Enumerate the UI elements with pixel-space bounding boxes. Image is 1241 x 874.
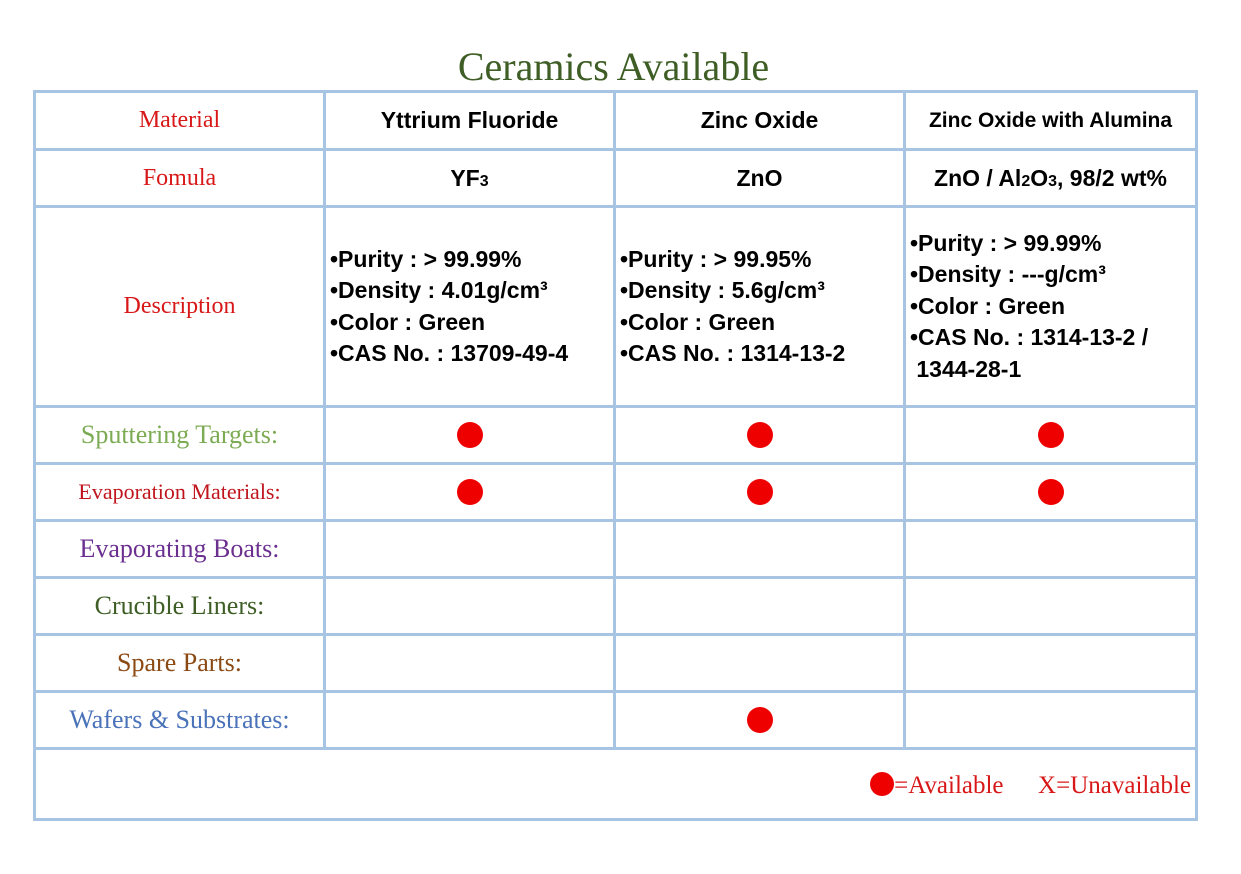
legend-unavailable-label: =Unavailable <box>1056 772 1191 799</box>
available-dot-icon <box>1038 479 1064 505</box>
description-line: 1344-28-1 <box>910 355 1022 382</box>
evaporation-materials-row <box>35 464 1197 521</box>
formula-subscript: 3 <box>1048 172 1058 190</box>
row-label-spare-parts: Spare Parts: <box>35 635 325 692</box>
row-label-evaporating-boats: Evaporating Boats: <box>35 521 325 578</box>
page-title: Ceramics Available <box>457 44 770 89</box>
formula-text: ZnO / Al <box>934 164 1022 191</box>
legend-available-label: =Available <box>894 772 1004 799</box>
description-line: •Purity : > 99.95% <box>620 245 812 272</box>
availability-cell <box>905 464 1197 521</box>
availability-cell <box>325 692 615 749</box>
legend <box>35 749 1197 820</box>
formula-text: O <box>1030 164 1049 191</box>
row-label-material: Material <box>35 92 325 150</box>
unavailable-x-icon: X <box>1038 772 1057 799</box>
availability-cell <box>905 521 1197 578</box>
available-dot-icon <box>747 707 773 733</box>
availability-cell <box>905 635 1197 692</box>
evaporating-boats-row <box>35 521 1197 578</box>
material-name: Zinc Oxide <box>615 92 905 150</box>
row-label-sputtering-targets: Sputtering Targets: <box>35 407 325 464</box>
available-dot-icon <box>457 479 483 505</box>
availability-cell <box>905 692 1197 749</box>
description-line: •Density : 5.6g/cm³ <box>620 277 825 303</box>
availability-cell <box>905 407 1197 464</box>
availability-cell <box>615 464 905 521</box>
description-line: •CAS No. : 1314-13-2 <box>620 340 846 366</box>
material-description <box>325 207 615 407</box>
availability-cell <box>325 635 615 692</box>
material-name: Zinc Oxide with Alumina <box>905 92 1197 150</box>
formula-text: ZnO <box>736 164 783 191</box>
crucible-liners-row <box>35 578 1197 635</box>
available-dot-icon <box>747 422 773 448</box>
description-line: •Density : 4.01g/cm³ <box>330 277 548 303</box>
availability-cell <box>325 578 615 635</box>
sputtering-targets-row <box>35 407 1197 464</box>
wafers-substrates-row <box>35 692 1197 749</box>
available-dot-icon <box>747 479 773 505</box>
available-dot-icon <box>870 772 894 796</box>
ceramics-table <box>33 90 1198 821</box>
description-line: •Color : Green <box>620 308 776 335</box>
formula-text: , 98/2 wt% <box>1057 164 1167 191</box>
available-dot-icon <box>457 422 483 448</box>
description-row <box>35 207 1197 407</box>
description-line: •Color : Green <box>330 308 486 335</box>
material-formula <box>325 150 615 207</box>
available-dot-icon <box>1038 422 1064 448</box>
row-label-description: Description <box>35 207 325 407</box>
row-label-evaporation-materials: Evaporation Materials: <box>35 464 325 521</box>
availability-cell <box>615 521 905 578</box>
formula-row <box>35 150 1197 207</box>
row-label-crucible-liners: Crucible Liners: <box>35 578 325 635</box>
description-line: •Color : Green <box>910 292 1066 319</box>
formula-text: YF <box>450 164 480 191</box>
row-label-wafers-substrates: Wafers & Substrates: <box>35 692 325 749</box>
material-row <box>35 92 1197 150</box>
description-line: •Purity : > 99.99% <box>910 229 1102 256</box>
material-description <box>905 207 1197 407</box>
description-line: •Density : ---g/cm³ <box>910 261 1106 288</box>
availability-cell <box>325 521 615 578</box>
row-label-formula: Fomula <box>35 150 325 207</box>
spare-parts-row <box>35 635 1197 692</box>
availability-cell <box>905 578 1197 635</box>
description-line: •CAS No. : 1314-13-2 / <box>910 324 1149 351</box>
availability-cell <box>325 464 615 521</box>
material-formula <box>905 150 1197 207</box>
material-formula <box>615 150 905 207</box>
availability-cell <box>615 407 905 464</box>
formula-subscript: 2 <box>1021 172 1031 190</box>
material-name: Yttrium Fluoride <box>325 92 615 150</box>
availability-cell <box>325 407 615 464</box>
description-line: •CAS No. : 13709-49-4 <box>330 340 569 366</box>
legend-row <box>35 749 1197 820</box>
material-description <box>615 207 905 407</box>
availability-cell <box>615 578 905 635</box>
formula-subscript: 3 <box>479 172 489 190</box>
description-line: •Purity : > 99.99% <box>330 245 522 272</box>
availability-cell <box>615 692 905 749</box>
availability-cell <box>615 635 905 692</box>
